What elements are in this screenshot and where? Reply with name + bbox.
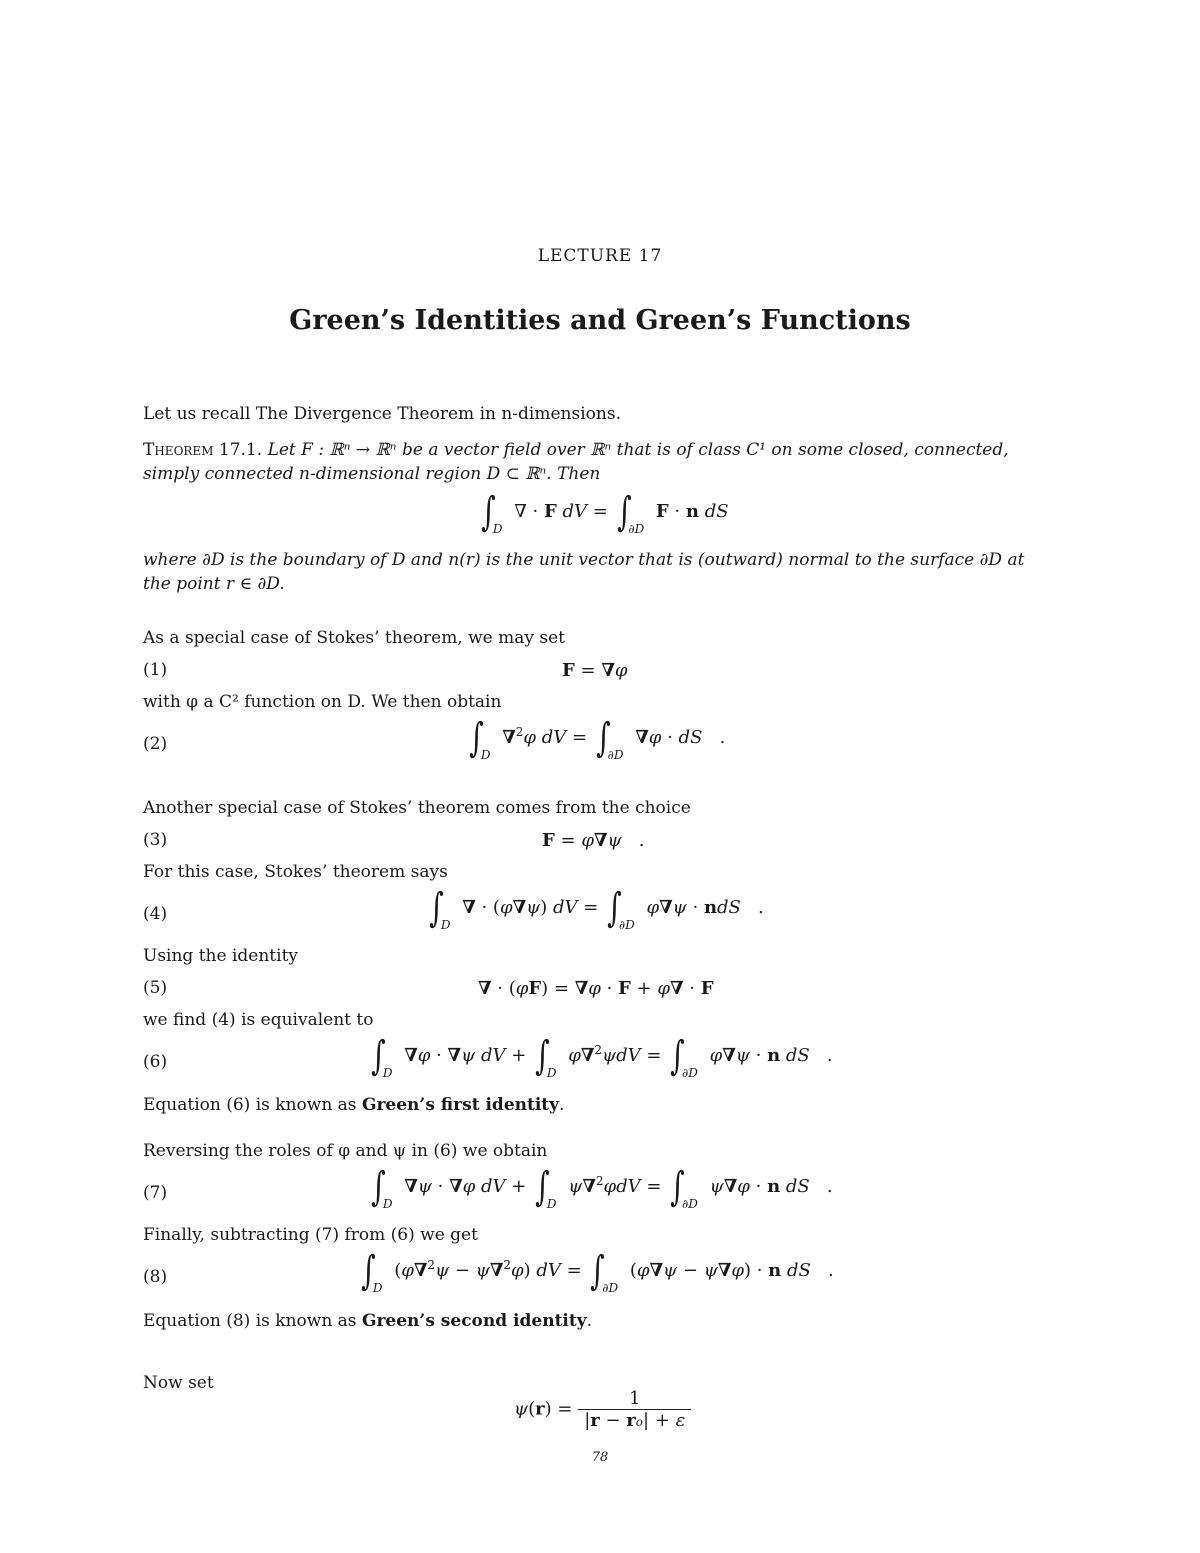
text-s10: Equation (8) is known as Green’s second identity. — [143, 1311, 593, 1331]
page-title: Green’s Identities and Green’s Functions — [289, 305, 911, 336]
text-s7-lead: Equation (6) is known as — [143, 1095, 357, 1115]
theorem-label: Theorem 17.1. — [143, 440, 263, 460]
text-s5: Using the identity — [143, 946, 299, 966]
eq7: $\int_D$ ∇ψ · ∇φ dV + $\int_D$ $\psi\nabla^2\varphi dV = \int_{\partial D}$ ψ∇φ · n dS . — [371, 1164, 833, 1211]
eq5: ∇ · (φF) = ∇φ · F + φ∇ · F — [478, 978, 714, 999]
text-s10-lead: Equation (8) is known as — [143, 1311, 357, 1331]
psi-definition: ψ(r) = $\frac{1}{|r - ro| + \varepsilon}$ — [514, 1388, 691, 1431]
theorem-statement-line1: Let F : ℝⁿ → ℝⁿ be a vector field over ℝⁿ that is of class C¹ on some closed, connected, — [267, 440, 1009, 460]
eq7-number: (7) — [143, 1183, 168, 1203]
text-s4: For this case, Stokes’ theorem says — [143, 862, 448, 882]
theorem-after-line2: the point r ∈ ∂D. — [143, 574, 285, 594]
text-s8: Reversing the roles of φ and ψ in (6) we obtain — [143, 1141, 548, 1161]
text-s6: we find (4) is equivalent to — [143, 1010, 374, 1030]
divergence-equation: $\int_D$ ∇ · F dV = $\int_{\partial D}$ F · n dS — [481, 489, 729, 536]
theorem-block — [143, 440, 1009, 460]
eq8: $\int_D$ (φ∇$^2$ψ − ψ∇$^2$φ) dV = $\int_{\partial D}$ (φ∇ψ − ψ∇φ) · n dS . — [361, 1248, 834, 1295]
text-s9: Finally, subtracting (7) from (6) we get — [143, 1225, 478, 1245]
theorem-after-line1: where ∂D is the boundary of D and n(r) is the unit vector that is (outward) normal to the surface ∂D at — [143, 550, 1025, 570]
intro-paragraph: Let us recall The Divergence Theorem in n-dimensions. — [143, 404, 621, 424]
eq6-number: (6) — [143, 1052, 168, 1072]
eq1-number: (1) — [143, 660, 168, 680]
eq2: $\int_D$ ∇$^2$φ dV = $\int_{\partial D}$ ∇φ · dS . — [469, 715, 726, 762]
eq4-number: (4) — [143, 904, 168, 924]
eq1: F = ∇φ — [562, 660, 628, 681]
eq5-number: (5) — [143, 978, 168, 998]
greens-first-identity: Green’s first identity — [361, 1095, 560, 1115]
theorem-statement-line2: simply connected n-dimensional region D ⊂ ℝⁿ. Then — [143, 464, 601, 484]
eq4: $\int_D$ ∇ · (φ∇ψ) dV = $\int_{\partial D}$ φ∇ψ · ndS . — [429, 885, 764, 932]
text-s11: Now set — [143, 1373, 214, 1393]
eq3-number: (3) — [143, 830, 168, 850]
greens-second-identity: Green’s second identity — [361, 1311, 587, 1331]
text-s7: Equation (6) is known as Green’s first identity. — [143, 1095, 565, 1115]
text-s3: Another special case of Stokes’ theorem comes from the choice — [143, 798, 691, 818]
text-s1: As a special case of Stokes’ theorem, we may set — [143, 628, 566, 648]
eq8-number: (8) — [143, 1267, 168, 1287]
eq3: F = φ∇ψ . — [542, 830, 645, 851]
text-s2: with φ a C² function on D. We then obtain — [143, 692, 502, 712]
lecture-label: LECTURE 17 — [537, 246, 663, 266]
page-number: 78 — [591, 1450, 609, 1465]
eq6: $\int_D$ ∇φ · ∇ψ dV + $\int_D$ $\varphi\nabla^2\psi dV = \int_{\partial D}$ φ∇ψ · n dS . — [371, 1033, 833, 1080]
eq2-number: (2) — [143, 734, 168, 754]
